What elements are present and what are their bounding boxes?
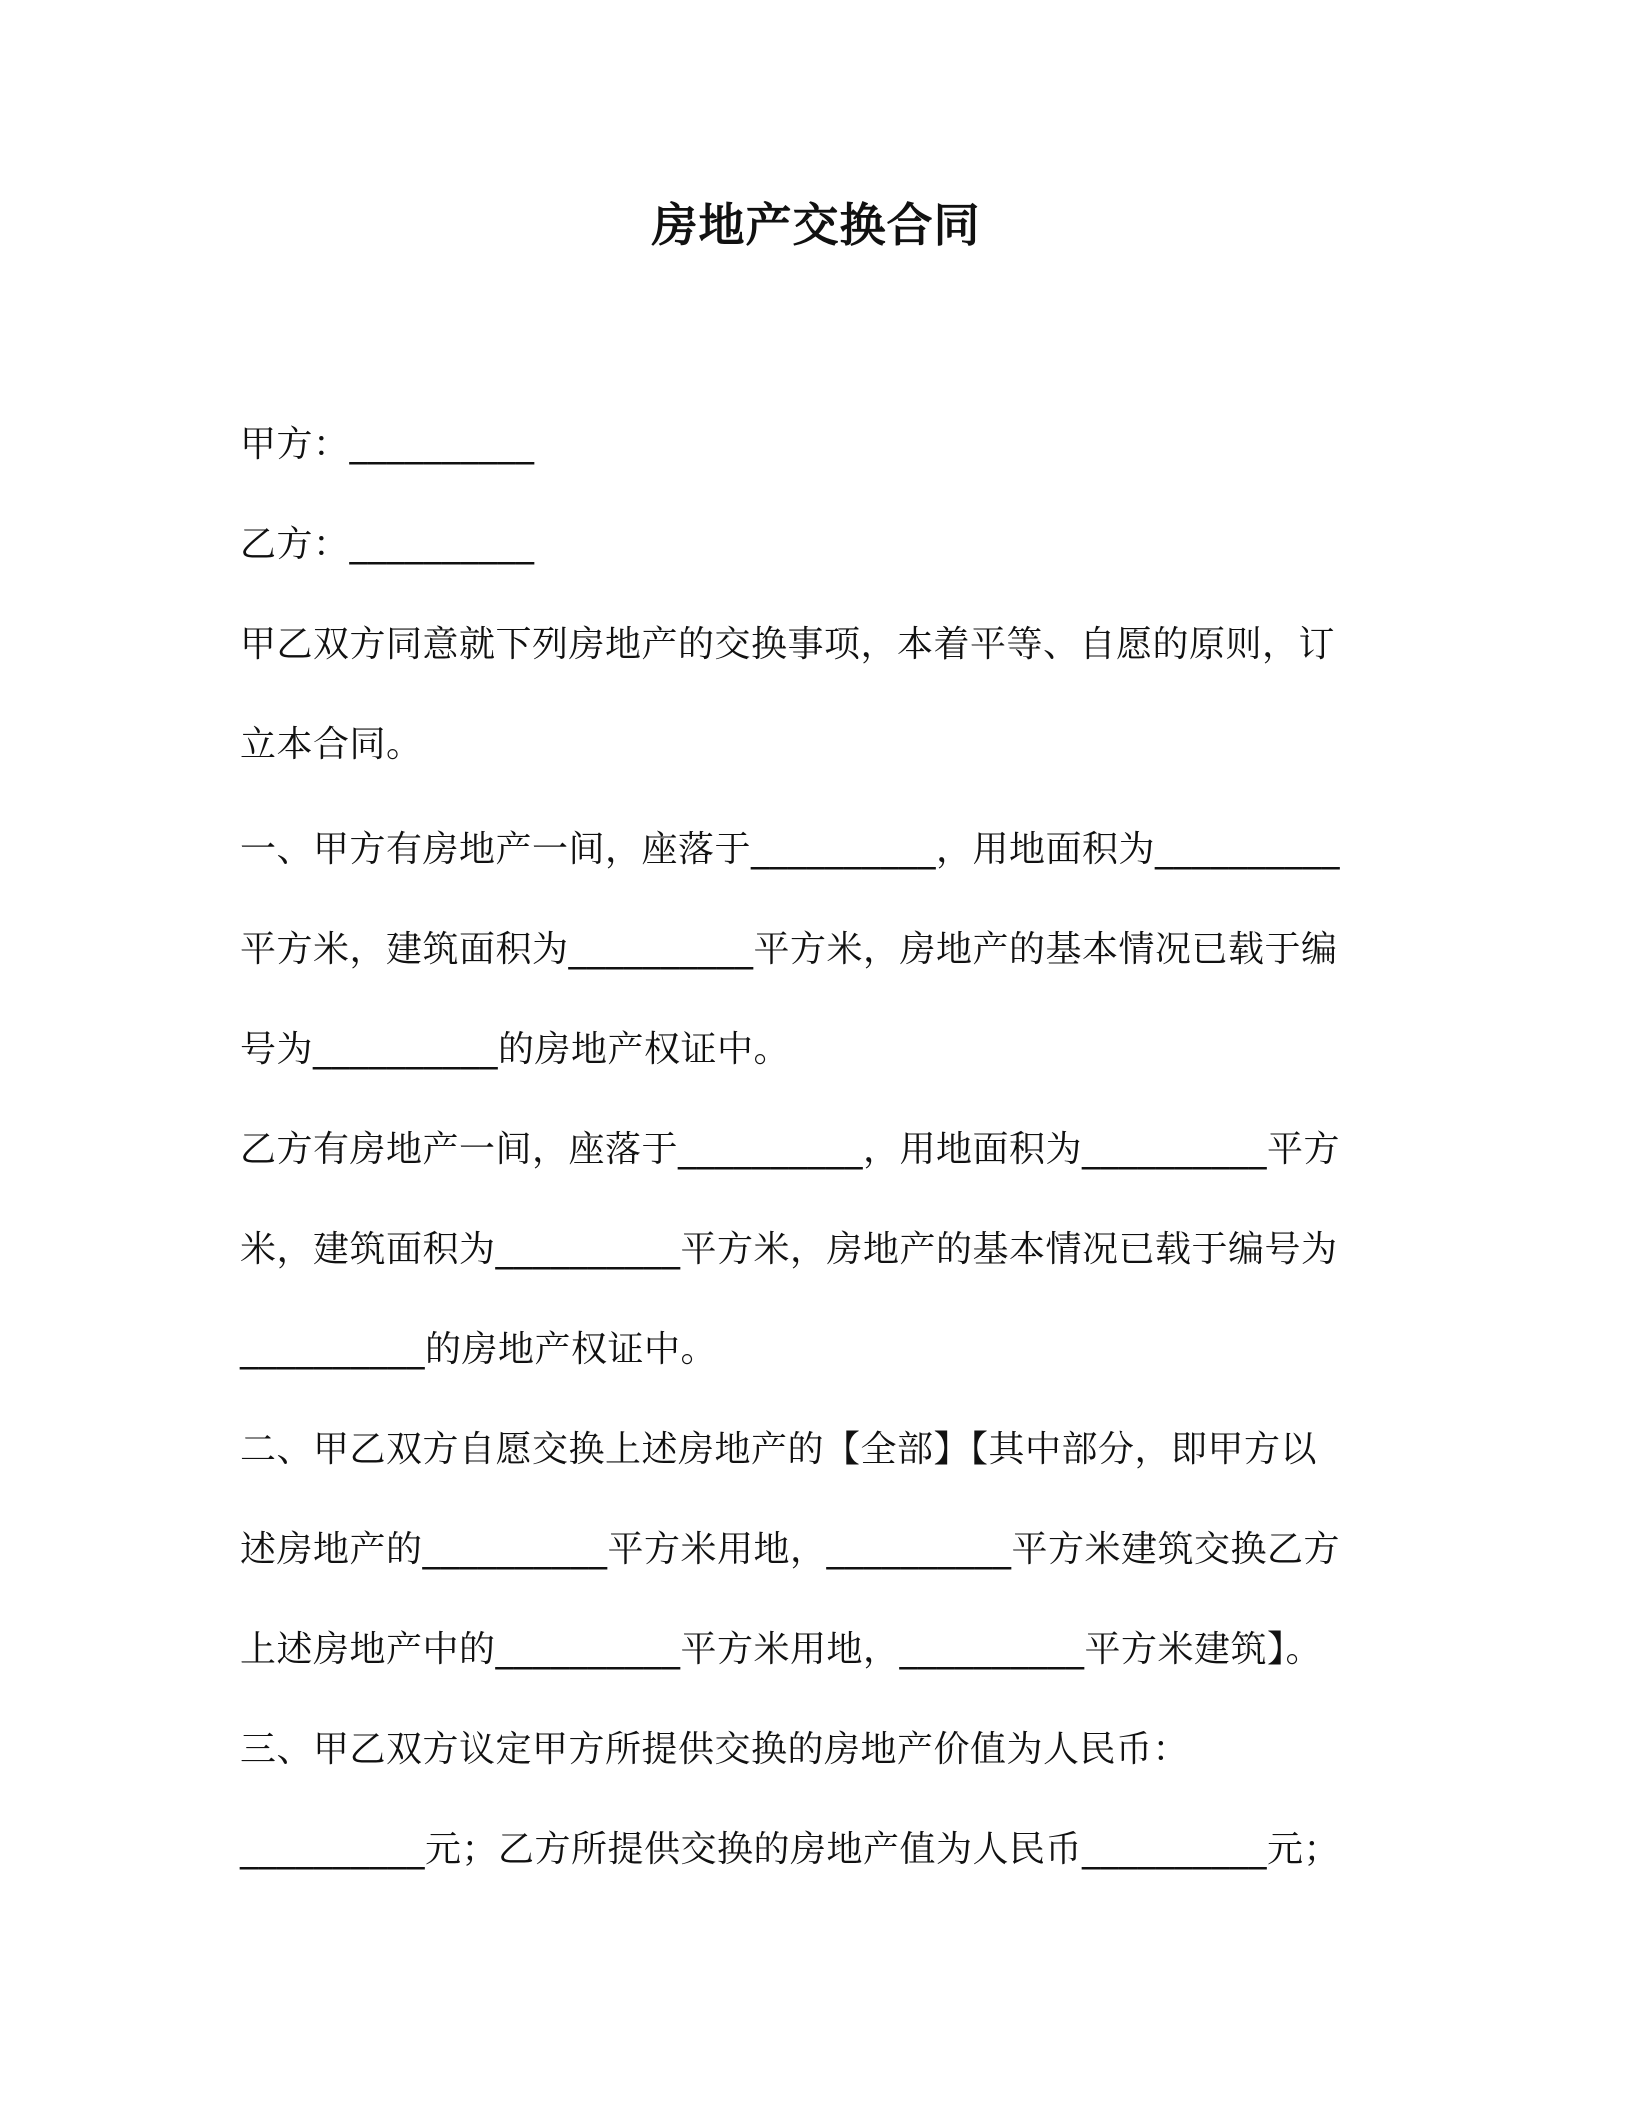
- clause-1-line-1: 一、甲方有房地产一间，座落于__________，用地面积为__________: [240, 829, 1341, 870]
- clause-1-line-6: __________的房地产权证中。: [240, 1329, 718, 1370]
- party-b-line: 乙方：__________: [240, 524, 535, 565]
- clause-3-line-2: __________元；乙方所提供交换的房地产值为人民币__________元；: [240, 1829, 1341, 1870]
- clause-3-line-1: 三、甲乙双方议定甲方所提供交换的房地产价值为人民币：: [240, 1729, 1190, 1770]
- clause-1-line-2: 平方米，建筑面积为__________平方米，房地产的基本情况已载于编: [240, 929, 1338, 970]
- clause-2-line-2: 述房地产的__________平方米用地，__________平方米建筑交换乙方: [240, 1529, 1341, 1570]
- document-title: 房地产交换合同: [651, 198, 981, 252]
- party-a-line: 甲方：__________: [240, 424, 535, 465]
- preamble-line-1: 甲乙双方同意就下列房地产的交换事项，本着平等、自愿的原则，订: [240, 624, 1336, 665]
- clause-1-line-4: 乙方有房地产一间，座落于__________，用地面积为__________平方: [240, 1129, 1341, 1170]
- clause-2-line-3: 上述房地产中的__________平方米用地，__________平方米建筑】。: [240, 1629, 1323, 1670]
- clause-1-line-5: 米，建筑面积为__________平方米，房地产的基本情况已载于编号为: [240, 1229, 1338, 1270]
- clause-2-line-1: 二、甲乙双方自愿交换上述房地产的【全部】【其中部分，即甲方以: [240, 1429, 1318, 1470]
- clause-1-line-3: 号为__________的房地产权证中。: [240, 1029, 791, 1070]
- preamble-line-2: 立本合同。: [240, 724, 423, 765]
